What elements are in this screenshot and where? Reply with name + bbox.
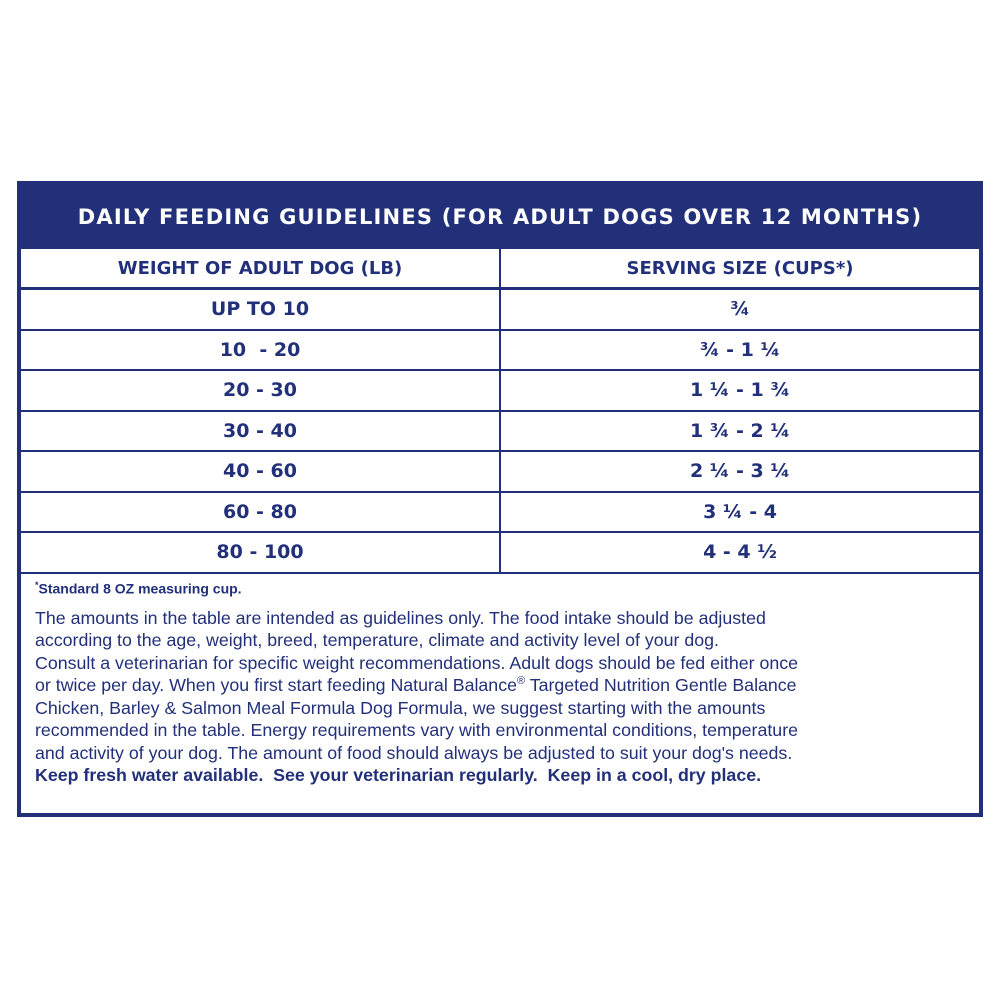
footnote-marker: * [35, 579, 39, 590]
panel-title: DAILY FEEDING GUIDELINES (FOR ADULT DOGS OVER 12 MONTHS) [77, 205, 923, 229]
paragraph-line: Chicken, Barley & Salmon Meal Formula Dog Formula, we suggest starting with the amounts [35, 697, 766, 718]
table-row [21, 451, 979, 492]
weight-cell: 10 - 20 [21, 330, 500, 371]
line-text: Targeted Nutrition Gentle Balance [525, 675, 797, 695]
storage-instructions: Keep fresh water available. See your veterinarian regularly. Keep in a cool, dry place. [35, 765, 762, 785]
paragraph-line: The amounts in the table are intended as guidelines only. The food intake should be adjusted [35, 607, 766, 628]
serving-cell: 1 ¼ - 1 ¾ [500, 370, 979, 411]
weight-cell: 80 - 100 [21, 532, 500, 573]
header-weight: WEIGHT OF ADULT DOG (LB) [21, 249, 500, 289]
footnote-text: Standard 8 OZ measuring cup. [38, 580, 242, 597]
header-serving: SERVING SIZE (CUPS*) [500, 249, 979, 289]
serving-cell: ¾ [500, 289, 979, 330]
weight-cell: 30 - 40 [21, 411, 500, 452]
table-row [21, 492, 979, 533]
feeding-guidelines-panel [17, 181, 983, 817]
serving-cell: 1 ¾ - 2 ¼ [500, 411, 979, 452]
table-row [21, 532, 979, 573]
line-text: or twice per day. When you first start feeding Natural Balance [35, 675, 517, 695]
registered-mark: ® [516, 675, 526, 688]
table-row [21, 330, 979, 371]
weight-cell: UP TO 10 [21, 289, 500, 330]
table-header-row [21, 249, 979, 289]
table-row [21, 370, 979, 411]
measuring-cup-footnote [21, 574, 979, 598]
panel-content [21, 249, 979, 813]
serving-cell: 2 ¼ - 3 ¼ [500, 451, 979, 492]
feeding-table [21, 249, 979, 574]
weight-cell: 40 - 60 [21, 451, 500, 492]
paragraph-line: recommended in the table. Energy requirements vary with environmental conditions, temperature [35, 720, 799, 740]
table-row [21, 411, 979, 452]
serving-cell: 4 - 4 ½ [500, 532, 979, 573]
serving-cell: ¾ - 1 ¼ [500, 330, 979, 371]
weight-cell: 60 - 80 [21, 492, 500, 533]
paragraph-line: according to the age, weight, breed, temperature, climate and activity level of your dog. [35, 630, 719, 650]
paragraph-line: and activity of your dog. The amount of food should always be adjusted to suit your dog's needs. [35, 742, 793, 763]
guidelines-paragraph [21, 598, 979, 787]
weight-cell: 20 - 30 [21, 370, 500, 411]
serving-cell: 3 ¼ - 4 [500, 492, 979, 533]
paragraph-line: Consult a veterinarian for specific weight recommendations. Adult dogs should be fed either once [35, 652, 799, 673]
table-row [21, 289, 979, 330]
paragraph-line [35, 674, 971, 697]
